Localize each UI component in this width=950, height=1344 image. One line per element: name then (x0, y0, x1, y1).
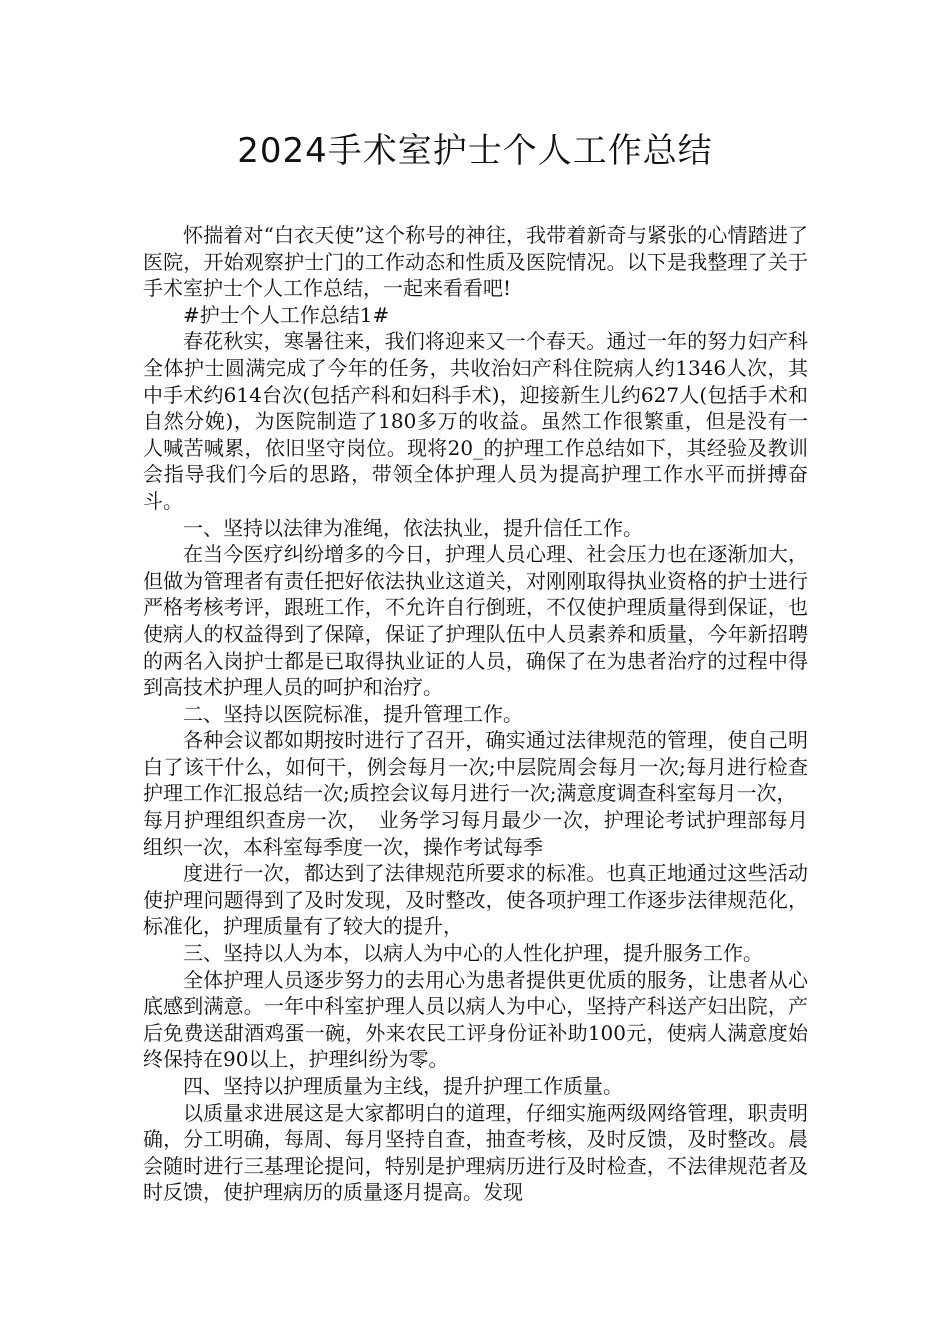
section-heading-3: 三、坚持以人为本，以病人为中心的人性化护理，提升服务工作。 (183, 941, 763, 966)
paragraph-law: 在当今医疗纠纷增多的今日，护理人员心理、社会压力也在逐渐加大，但做为管理者有责任把好依法执业这道关，对刚刚取得执业资格的护士进行严格考核考评，跟班工作，不允许自行倒班，不仅使护理质量得到保证，也使病人的权益得到了保障，保证了护理队伍中人员素养和质量，今年新招聘的两名入岗护士都是已取得执业证的人员，确保了在为患者治疗的过程中得到高技术护理人员的呵护和治疗。 (143, 542, 808, 700)
document-body (143, 222, 808, 1206)
paragraph-overview: 春花秋实，寒暑往来，我们将迎来又一个春天。通过一年的努力妇产科全体护士圆满完成了今年的任务，共收治妇产科住院病人约1346人次，其中手术约614台次(包括产科和妇科手术)，迎接新生儿约627人(包括手术和自然分娩)，为医院制造了180多万的收益。虽然工作很繁重，但是没有一人喊苦喊累，依旧坚守岗位。现将20_的护理工作总结如下，其经验及教训会指导我们今后的思路，带领全体护理人员为提高护理工作水平而拼搏奋斗。 (143, 329, 808, 513)
paragraph-quality: 以质量求进展这是大家都明白的道理，仔细实施两级网络管理，职责明确，分工明确，每周、每月坚持自查，抽查考核，及时反馈，及时整改。晨会随时进行三基理论提问，特别是护理病历进行及时检查，不法律规范者及时反馈，使护理病历的质量逐月提高。发现 (143, 1100, 808, 1205)
section-heading-2: 二、坚持以医院标准，提升管理工作。 (183, 701, 523, 726)
paragraph-service: 全体护理人员逐步努力的去用心为患者提供更优质的服务，让患者从心底感到满意。一年中科室护理人员以病人为中心，坚持产科送产妇出院，产后免费送甜酒鸡蛋一碗，外来农民工评身份证补助100元，使病人满意度始终保持在90以上，护理纠纷为零。 (143, 967, 808, 1072)
section-heading-1: 一、坚持以法律为准绳，依法执业，提升信任工作。 (183, 515, 643, 540)
section-heading-summary-1: #护士个人工作总结1# (183, 302, 390, 327)
paragraph-standards: 度进行一次，都达到了法律规范所要求的标准。也真正地通过这些活动使护理问题得到了及时发现，及时整改，使各项护理工作逐步法律规范化，标准化，护理质量有了较大的提升， (143, 861, 808, 939)
document-title: 2024手术室护士个人工作总结 (237, 131, 713, 171)
paragraph-meetings: 各种会议都如期按时进行了召开，确实通过法律规范的管理，使自己明白了该干什么，如何干，例会每月一次;中层院周会每月一次;每月进行检查护理工作汇报总结一次;质控会议每月进行一次;满意度调查科室每月一次， (143, 728, 808, 806)
paragraph-rounds: 每月护理组织查房一次， 业务学习每月最少一次，护理论考试护理部每月组织一次，本科室每季度一次，操作考试每季 (143, 808, 808, 859)
paragraph-intro: 怀揣着对“白衣天使”这个称号的神往，我带着新奇与紧张的心情踏进了医院，开始观察护士门的工作动态和性质及医院情况。以下是我整理了关于手术室护士个人工作总结，一起来看看吧! (143, 223, 808, 301)
section-heading-4: 四、坚持以护理质量为主线，提升护理工作质量。 (183, 1074, 623, 1098)
